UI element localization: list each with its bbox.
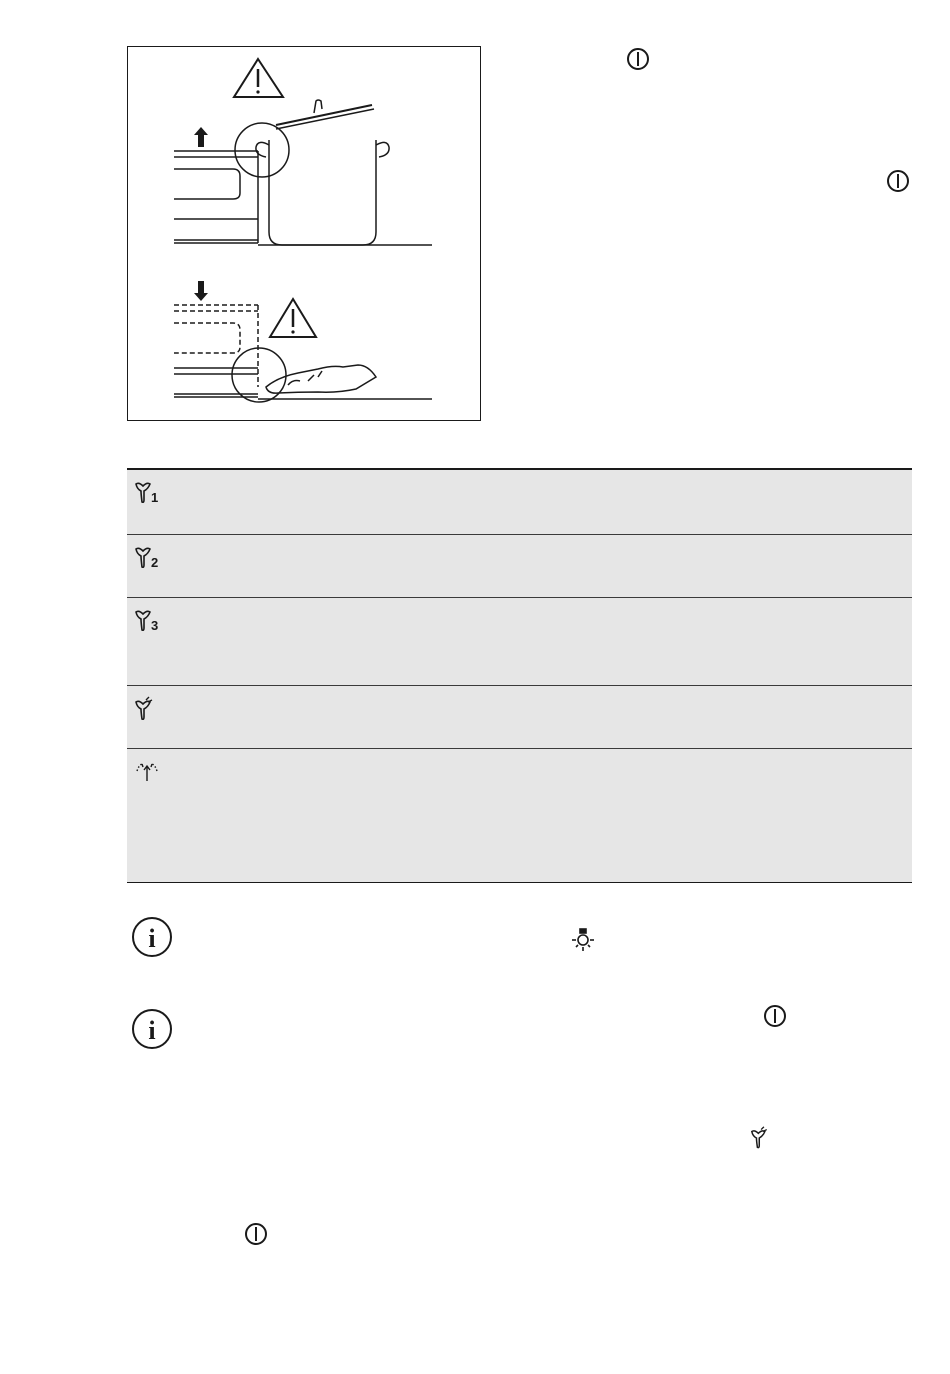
info-icon	[131, 916, 173, 958]
svg-text:1: 1	[151, 490, 159, 505]
table-row	[127, 597, 912, 685]
hob-hood-illustration	[127, 46, 481, 421]
svg-text:3: 3	[151, 618, 159, 633]
fan-boost-icon	[749, 1124, 777, 1152]
fan-boost-icon	[133, 696, 163, 722]
svg-text:i: i	[148, 924, 156, 953]
svg-text:i: i	[148, 1016, 156, 1045]
power-icon	[626, 47, 650, 71]
breeze-icon	[133, 759, 163, 785]
table-row	[127, 685, 912, 748]
table-row	[127, 470, 912, 534]
warning-triangle-icon	[234, 59, 283, 97]
table-row	[127, 534, 912, 597]
power-icon	[244, 1222, 268, 1246]
arrow-up-icon	[194, 127, 208, 147]
power-icon	[886, 169, 910, 193]
light-icon	[571, 928, 595, 952]
fan-speed-2-icon	[133, 545, 163, 571]
power-icon	[763, 1004, 787, 1028]
fan-speed-1-icon	[133, 480, 163, 506]
svg-text:2: 2	[151, 555, 159, 570]
arrow-down-icon	[194, 281, 208, 301]
warning-triangle-icon	[270, 299, 316, 337]
fan-speed-3-icon	[133, 608, 163, 634]
info-icon	[131, 1008, 173, 1050]
fan-speed-table	[127, 468, 912, 883]
table-row	[127, 748, 912, 882]
